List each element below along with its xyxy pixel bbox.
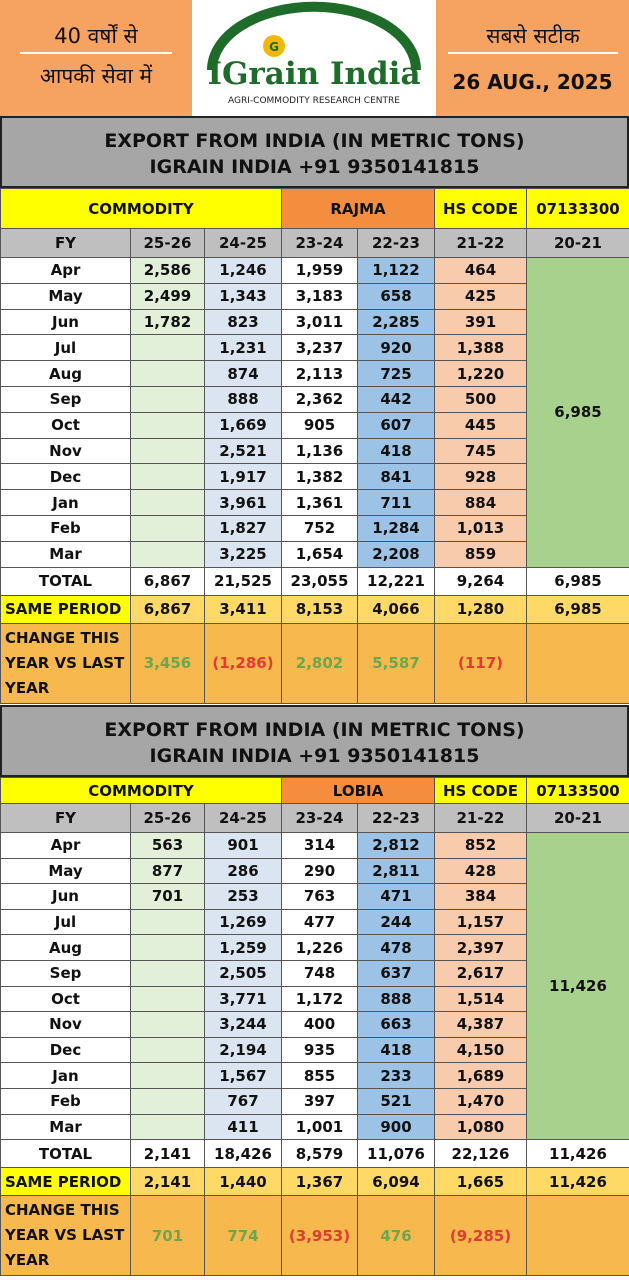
hs-code-label: HS CODE <box>435 189 527 229</box>
month-value: 500 <box>435 386 527 412</box>
month-value: 877 <box>131 858 205 884</box>
month-value <box>131 935 205 961</box>
commodity-name: LOBIA <box>282 778 435 804</box>
month-value: 1,080 <box>435 1114 527 1140</box>
month-value <box>131 1088 205 1114</box>
month-value: 2,521 <box>205 438 282 464</box>
month-value: 2,285 <box>358 309 435 335</box>
fy-year-header: 20-21 <box>527 229 629 258</box>
month-label: May <box>1 858 131 884</box>
month-value: 1,669 <box>205 412 282 438</box>
month-label: Sep <box>1 960 131 986</box>
month-label: Apr <box>1 258 131 284</box>
tagline-service: आपकी सेवा में <box>39 64 153 88</box>
total-value: 11,076 <box>358 1140 435 1168</box>
month-value: 1,782 <box>131 309 205 335</box>
same-period-value: 6,985 <box>527 595 629 623</box>
logo-subtitle: AGRI-COMMODITY RESEARCH CENTRE <box>228 96 400 106</box>
month-value: 1,917 <box>205 464 282 490</box>
month-value: 1,343 <box>205 283 282 309</box>
month-value <box>131 515 205 541</box>
month-label: Dec <box>1 464 131 490</box>
title-line-1: EXPORT FROM INDIA (IN METRIC TONS) <box>104 719 525 741</box>
month-value: 400 <box>282 1012 358 1038</box>
same-period-value: 6,094 <box>358 1168 435 1196</box>
same-period-value: 11,426 <box>527 1168 629 1196</box>
month-value: 1,231 <box>205 335 282 361</box>
same-period-value: 6,867 <box>131 595 205 623</box>
tagline-years: 40 वर्षों से <box>20 22 172 54</box>
month-value: 1,122 <box>358 258 435 284</box>
month-value: 3,771 <box>205 986 282 1012</box>
month-value <box>131 335 205 361</box>
month-label: Jul <box>1 909 131 935</box>
month-value: 3,011 <box>282 309 358 335</box>
fy-year-header: 22-23 <box>358 804 435 833</box>
fy-2021-total: 6,985 <box>527 258 629 568</box>
export-table <box>0 777 629 1276</box>
month-value: 1,013 <box>435 515 527 541</box>
month-value: 521 <box>358 1088 435 1114</box>
month-label: Nov <box>1 438 131 464</box>
month-value: 748 <box>282 960 358 986</box>
month-value: 3,961 <box>205 490 282 516</box>
fy-label: FY <box>1 229 131 258</box>
month-label: May <box>1 283 131 309</box>
total-value: 8,579 <box>282 1140 358 1168</box>
commodity-label: COMMODITY <box>1 189 282 229</box>
month-value: 752 <box>282 515 358 541</box>
fy-year-header: 24-25 <box>205 804 282 833</box>
month-value: 711 <box>358 490 435 516</box>
month-value: 253 <box>205 884 282 910</box>
month-value: 935 <box>282 1037 358 1063</box>
title-line-1: EXPORT FROM INDIA (IN METRIC TONS) <box>104 130 525 152</box>
month-value <box>131 438 205 464</box>
section-title <box>0 116 629 188</box>
month-value: 2,499 <box>131 283 205 309</box>
month-value: 464 <box>435 258 527 284</box>
month-value <box>131 412 205 438</box>
change-value <box>527 623 629 703</box>
change-label: CHANGE THIS YEAR VS LAST YEAR <box>1 623 131 703</box>
same-period-label: SAME PERIOD <box>1 595 131 623</box>
fy-2021-total: 11,426 <box>527 833 629 1140</box>
same-period-value: 2,141 <box>131 1168 205 1196</box>
month-value: 425 <box>435 283 527 309</box>
month-label: Jun <box>1 309 131 335</box>
total-value: 2,141 <box>131 1140 205 1168</box>
month-label: Oct <box>1 412 131 438</box>
month-label: Jul <box>1 335 131 361</box>
month-value: 901 <box>205 833 282 859</box>
month-value: 658 <box>358 283 435 309</box>
change-value: (9,285) <box>435 1196 527 1276</box>
month-label: Jan <box>1 490 131 516</box>
fy-year-header: 20-21 <box>527 804 629 833</box>
total-value: 6,867 <box>131 567 205 595</box>
month-value: 1,269 <box>205 909 282 935</box>
total-value: 11,426 <box>527 1140 629 1168</box>
total-value: 23,055 <box>282 567 358 595</box>
month-value <box>131 490 205 516</box>
export-table <box>0 188 629 704</box>
month-value: 2,811 <box>358 858 435 884</box>
month-value: 2,505 <box>205 960 282 986</box>
month-value: 763 <box>282 884 358 910</box>
month-label: Jan <box>1 1063 131 1089</box>
month-value: 2,586 <box>131 258 205 284</box>
month-value: 1,567 <box>205 1063 282 1089</box>
hs-code-label: HS CODE <box>435 778 527 804</box>
month-value: 884 <box>435 490 527 516</box>
month-value: 1,226 <box>282 935 358 961</box>
month-value: 391 <box>435 309 527 335</box>
month-value: 418 <box>358 438 435 464</box>
month-value: 905 <box>282 412 358 438</box>
month-value: 920 <box>358 335 435 361</box>
month-value <box>131 386 205 412</box>
month-value <box>131 1012 205 1038</box>
logo-title: IGrain India <box>207 56 421 92</box>
month-value: 2,208 <box>358 541 435 567</box>
logo <box>192 0 436 116</box>
lobia-export-section <box>0 705 629 1276</box>
report-date: 26 AUG., 2025 <box>452 70 613 94</box>
fy-year-header: 22-23 <box>358 229 435 258</box>
change-value: 701 <box>131 1196 205 1276</box>
title-line-2: IGRAIN INDIA +91 9350141815 <box>149 745 480 767</box>
same-period-label: SAME PERIOD <box>1 1168 131 1196</box>
month-value: 411 <box>205 1114 282 1140</box>
month-value: 1,157 <box>435 909 527 935</box>
month-value: 725 <box>358 361 435 387</box>
month-value: 3,244 <box>205 1012 282 1038</box>
month-value: 290 <box>282 858 358 884</box>
month-value: 841 <box>358 464 435 490</box>
month-value: 1,136 <box>282 438 358 464</box>
month-value: 2,194 <box>205 1037 282 1063</box>
month-value: 1,388 <box>435 335 527 361</box>
change-value <box>527 1196 629 1276</box>
same-period-value: 1,665 <box>435 1168 527 1196</box>
total-value: 22,126 <box>435 1140 527 1168</box>
month-label: Mar <box>1 1114 131 1140</box>
hs-code-value: 07133300 <box>527 189 629 229</box>
month-value <box>131 1063 205 1089</box>
month-value <box>131 909 205 935</box>
same-period-value: 1,367 <box>282 1168 358 1196</box>
month-value: 1,514 <box>435 986 527 1012</box>
total-value: 9,264 <box>435 567 527 595</box>
svg-text:G: G <box>269 40 279 54</box>
commodity-name: RAJMA <box>282 189 435 229</box>
month-value: 445 <box>435 412 527 438</box>
month-value: 1,654 <box>282 541 358 567</box>
fy-year-header: 25-26 <box>131 229 205 258</box>
month-value: 397 <box>282 1088 358 1114</box>
month-value: 1,470 <box>435 1088 527 1114</box>
month-value: 859 <box>435 541 527 567</box>
month-value: 3,237 <box>282 335 358 361</box>
change-value: 5,587 <box>358 623 435 703</box>
hs-code-value: 07133500 <box>527 778 629 804</box>
month-label: Feb <box>1 515 131 541</box>
month-value: 478 <box>358 935 435 961</box>
section-title <box>0 705 629 777</box>
change-value: 3,456 <box>131 623 205 703</box>
month-value: 2,113 <box>282 361 358 387</box>
table-row <box>1 258 629 284</box>
month-label: Aug <box>1 935 131 961</box>
total-label: TOTAL <box>1 1140 131 1168</box>
change-label: CHANGE THIS YEAR VS LAST YEAR <box>1 1196 131 1276</box>
change-value: 774 <box>205 1196 282 1276</box>
fy-label: FY <box>1 804 131 833</box>
same-period-value: 3,411 <box>205 595 282 623</box>
month-value: 1,689 <box>435 1063 527 1089</box>
change-value: 476 <box>358 1196 435 1276</box>
month-value <box>131 361 205 387</box>
table-row <box>1 833 629 859</box>
month-value <box>131 1037 205 1063</box>
month-value: 477 <box>282 909 358 935</box>
rajma-export-section <box>0 116 629 704</box>
change-value: (117) <box>435 623 527 703</box>
month-value: 637 <box>358 960 435 986</box>
month-value: 2,362 <box>282 386 358 412</box>
month-label: Sep <box>1 386 131 412</box>
month-label: Aug <box>1 361 131 387</box>
month-value: 1,959 <box>282 258 358 284</box>
month-value <box>131 541 205 567</box>
fy-year-header: 21-22 <box>435 229 527 258</box>
month-value: 2,812 <box>358 833 435 859</box>
month-value: 4,387 <box>435 1012 527 1038</box>
month-value <box>131 960 205 986</box>
month-value: 888 <box>358 986 435 1012</box>
accuracy-tagline: सबसे सटीक <box>448 22 618 54</box>
month-value: 900 <box>358 1114 435 1140</box>
month-value: 745 <box>435 438 527 464</box>
month-value: 428 <box>435 858 527 884</box>
month-value: 823 <box>205 309 282 335</box>
month-value: 1,259 <box>205 935 282 961</box>
month-value: 852 <box>435 833 527 859</box>
total-value: 6,985 <box>527 567 629 595</box>
page-header <box>0 0 629 116</box>
fy-year-header: 25-26 <box>131 804 205 833</box>
month-label: Mar <box>1 541 131 567</box>
same-period-value: 1,440 <box>205 1168 282 1196</box>
month-value <box>131 464 205 490</box>
month-value: 1,361 <box>282 490 358 516</box>
month-value: 767 <box>205 1088 282 1114</box>
month-value: 1,246 <box>205 258 282 284</box>
month-value <box>131 1114 205 1140</box>
month-value: 442 <box>358 386 435 412</box>
month-value: 663 <box>358 1012 435 1038</box>
month-value: 1,220 <box>435 361 527 387</box>
change-value: 2,802 <box>282 623 358 703</box>
fy-year-header: 21-22 <box>435 804 527 833</box>
same-period-value: 8,153 <box>282 595 358 623</box>
month-value: 233 <box>358 1063 435 1089</box>
change-value: (3,953) <box>282 1196 358 1276</box>
month-value <box>131 986 205 1012</box>
month-value: 1,284 <box>358 515 435 541</box>
same-period-value: 1,280 <box>435 595 527 623</box>
month-value: 384 <box>435 884 527 910</box>
date-panel <box>436 0 629 116</box>
month-label: Jun <box>1 884 131 910</box>
month-value: 563 <box>131 833 205 859</box>
title-line-2: IGRAIN INDIA +91 9350141815 <box>149 156 480 178</box>
month-value: 1,382 <box>282 464 358 490</box>
month-value: 3,183 <box>282 283 358 309</box>
total-value: 12,221 <box>358 567 435 595</box>
month-value: 4,150 <box>435 1037 527 1063</box>
same-period-value: 4,066 <box>358 595 435 623</box>
month-value: 1,172 <box>282 986 358 1012</box>
total-value: 18,426 <box>205 1140 282 1168</box>
tagline-panel <box>0 0 192 116</box>
total-value: 21,525 <box>205 567 282 595</box>
month-value: 3,225 <box>205 541 282 567</box>
month-value: 874 <box>205 361 282 387</box>
month-value: 1,001 <box>282 1114 358 1140</box>
month-label: Apr <box>1 833 131 859</box>
month-label: Nov <box>1 1012 131 1038</box>
month-value: 928 <box>435 464 527 490</box>
month-value: 1,827 <box>205 515 282 541</box>
month-value: 314 <box>282 833 358 859</box>
change-value: (1,286) <box>205 623 282 703</box>
month-value: 2,617 <box>435 960 527 986</box>
month-value: 855 <box>282 1063 358 1089</box>
month-value: 888 <box>205 386 282 412</box>
commodity-label: COMMODITY <box>1 778 282 804</box>
month-label: Oct <box>1 986 131 1012</box>
fy-year-header: 24-25 <box>205 229 282 258</box>
month-value: 471 <box>358 884 435 910</box>
month-label: Feb <box>1 1088 131 1114</box>
fy-year-header: 23-24 <box>282 804 358 833</box>
month-value: 244 <box>358 909 435 935</box>
fy-year-header: 23-24 <box>282 229 358 258</box>
month-value: 2,397 <box>435 935 527 961</box>
month-value: 607 <box>358 412 435 438</box>
month-value: 286 <box>205 858 282 884</box>
month-label: Dec <box>1 1037 131 1063</box>
month-value: 418 <box>358 1037 435 1063</box>
total-label: TOTAL <box>1 567 131 595</box>
month-value: 701 <box>131 884 205 910</box>
